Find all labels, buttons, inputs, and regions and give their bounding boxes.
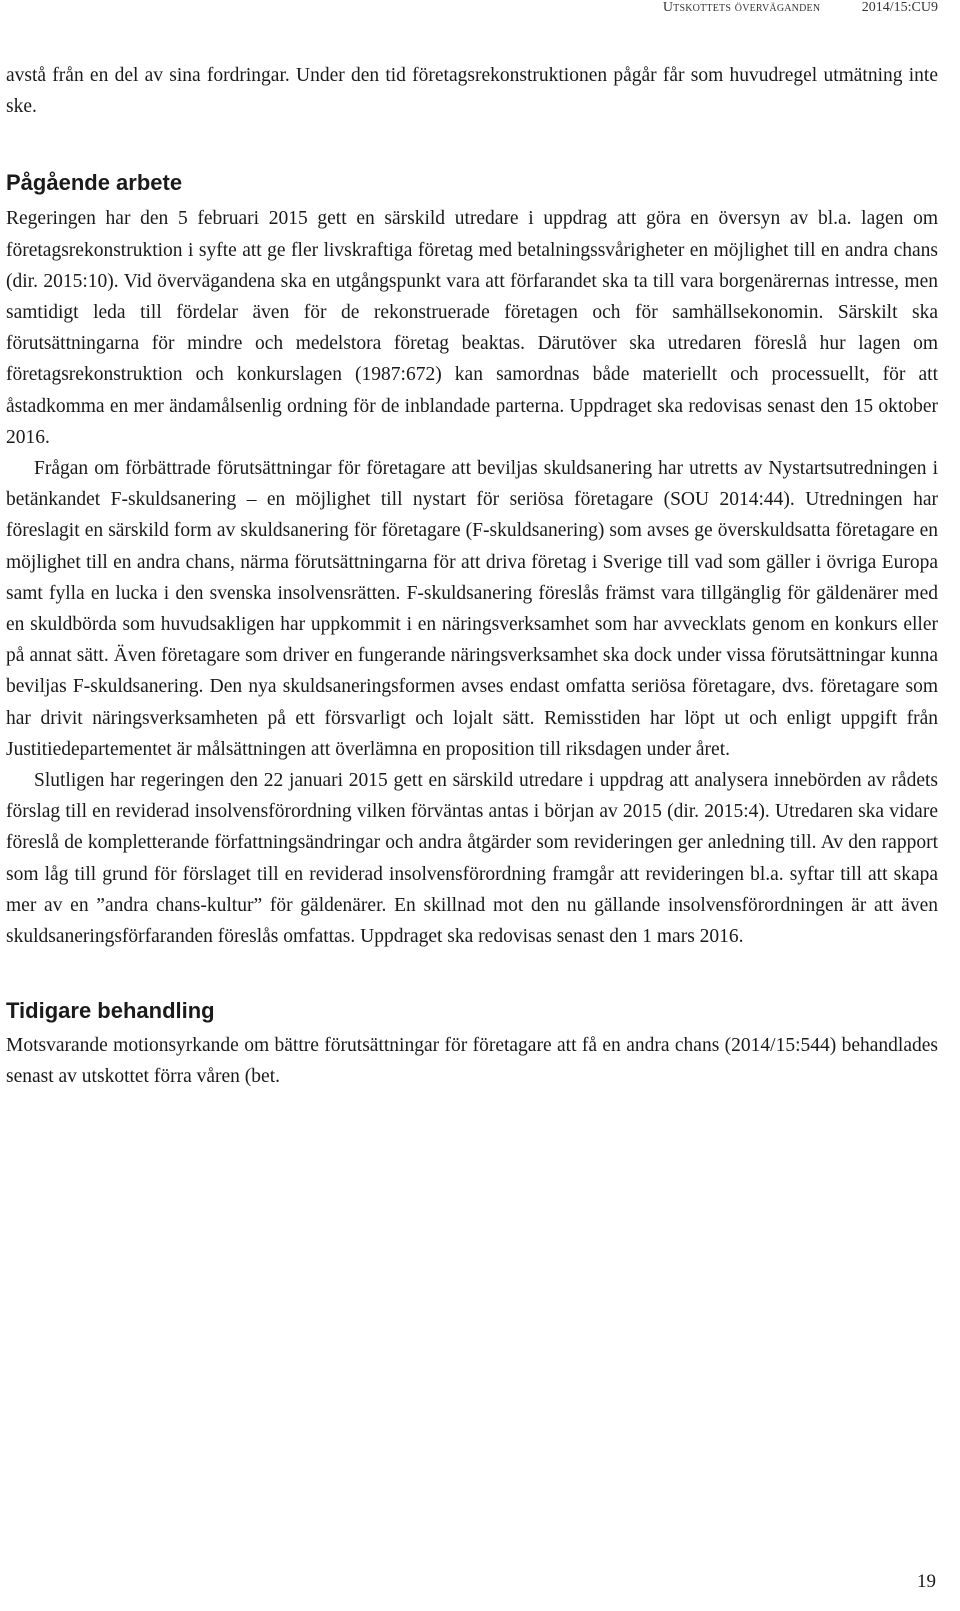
header-document-id: 2014/15:CU9: [861, 0, 938, 15]
header-section-title: Utskottets överväganden: [662, 0, 821, 15]
heading-tidigare-behandling: Tidigare behandling: [6, 998, 215, 1024]
paragraph-insolvensforordning: Slutligen har regeringen den 22 januari 2015 gett en särskild utredare i uppdrag att analysera innebörden av rådets förslag till en reviderad insolvensförordning vilken förväntas antas i början av 2015 (dir. 2015:4). Utredaren ska vidare föreslå de kompletterande författningsändringar och andra åtgärder som revideringen ger anledning till. Av den rapport som låg till grund för förslaget till en reviderad insolvensförordning framgår att revideringen bl.a. syftar till att skapa mer av en ”andra chans-kultur” för gäldenärer. En skillnad mot den nu gällande insolvensförordningen är att även skuldsaneringsförfaranden föreslås omfattas. Uppdraget ska redovisas senast den 1 mars 2016.: [6, 770, 938, 948]
paragraph-motionsyrkande: Motsvarande motionsyrkande om bättre förutsättningar för företagare att få en andra chans (2014/15:544) behandlades senast av utskottet förra våren (bet.: [6, 1035, 938, 1088]
document-body: [6, 60, 938, 1093]
page-number: 19: [917, 1571, 936, 1592]
heading-pagaende-arbete: Pågående arbete: [6, 170, 183, 196]
paragraph-utredning-foretagsrekonstruktion: Regeringen har den 5 februari 2015 gett en särskild utredare i uppdrag att göra en översyn av bl.a. lagen om företagsrekonstruktion i syfte att ge fler livskraftiga företag med betalningssvårigheter en möjlighet till en andra chans (dir. 2015:10). Vid övervägandena ska en utgångspunkt vara att förfarandet ska ta till vara borgenärernas intresse, men samtidigt leda till fördelar även för de rekonstruerade företagen och för samhällsekonomin. Särskilt ska förutsättningarna för mindre och medelstora företag beaktas. Därutöver ska utredaren föreslå hur lagen om företagsrekonstruktion och konkurslagen (1987:672) kan samordnas både materiellt och processuellt, för att åstadkomma en mer ändamålsenlig ordning för de inblandade parterna. Uppdraget ska redovisas senast den 15 oktober 2016.: [6, 208, 938, 448]
running-header: [663, 0, 938, 22]
paragraph-f-skuldsanering: Frågan om förbättrade förutsättningar för företagare att beviljas skuldsanering har utretts av Nystartsutredningen i betänkandet F-skuldsanering – en möjlighet till nystart för seriösa företagare (SOU 2014:44). Utredningen har föreslagit en särskild form av skuldsanering för företagare (F-skuldsanering) som avses ge överskuldsatta företagare en möjlighet till en andra chans, närma förutsättningarna för att driva företag i Sverige till vad som gäller i övriga Europa samt fylla en lucka i den svenska insolvensrätten. F-skuldsanering föreslås främst vara tillgänglig för gäldenärer med en skuldbörda som huvudsakligen har uppkommit i en näringsverksamhet som har avvecklats genom en konkurs eller på annat sätt. Även företagare som driver en fungerande näringsverksamhet ska dock under vissa förutsättningar kunna beviljas F-skuldsanering. Den nya skuldsaneringsformen avses endast omfatta seriösa företagare, dvs. företagare som har drivit näringsverksamheten på ett försvarligt och lojalt sätt. Remisstiden har löpt ut och enligt uppgift från Justitiedepartementet är målsättningen att överlämna en proposition till riksdagen under året.: [6, 458, 938, 760]
intro-paragraph: avstå från en del av sina fordringar. Under den tid företagsrekonstruktionen pågår får som huvudregel utmätning inte ske.: [6, 65, 938, 118]
